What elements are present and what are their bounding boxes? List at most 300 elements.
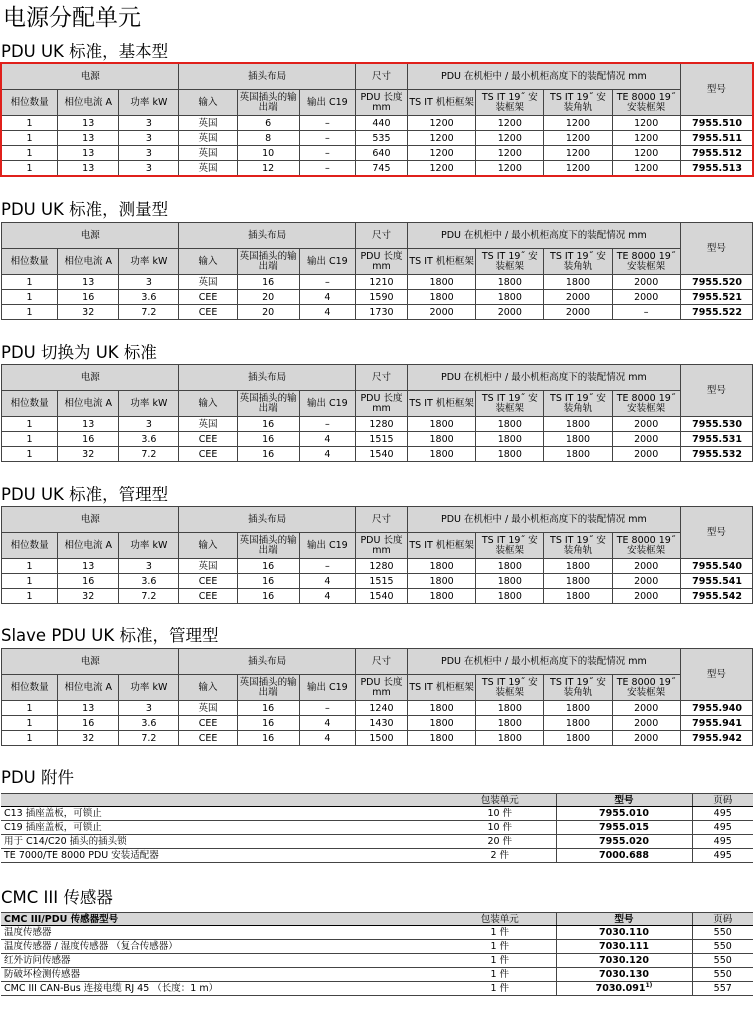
header-socket-layout: 插头布局: [179, 64, 355, 90]
header-model: 型号: [556, 913, 692, 926]
header-model: 型号: [680, 223, 752, 275]
table-cell: 1200: [408, 161, 476, 176]
header-power-kw: 功率 kW: [119, 533, 179, 559]
table-cell: CEE: [179, 716, 237, 731]
table-cell: 32: [58, 589, 119, 604]
table-cell: 1800: [408, 559, 476, 574]
table-cell: 550: [692, 940, 753, 954]
header-pdu-length: PDU 长度 mm: [355, 391, 407, 417]
table-cell: 英国: [179, 161, 237, 176]
section-title: PDU 附件: [1, 768, 74, 787]
header-power-kw: 功率 kW: [119, 391, 179, 417]
table-cell: 1200: [612, 146, 680, 161]
header-input: 输入: [179, 533, 237, 559]
table-cell: 2000: [612, 701, 680, 716]
table-cell: 10 件: [444, 821, 556, 835]
model-number: 7955.510: [680, 116, 752, 131]
table-cell: 2000: [612, 275, 680, 290]
header-socket-layout: 插头布局: [179, 365, 355, 391]
table-cell: –: [299, 417, 355, 432]
table-cell: 557: [692, 982, 753, 996]
model-number: 7955.542: [680, 589, 752, 604]
table-row: [2, 116, 753, 131]
table-cell: 1800: [544, 447, 612, 462]
section-title: PDU UK 标准，基本型: [1, 42, 169, 61]
table-cell: TE 7000/TE 8000 PDU 安装适配器: [1, 849, 444, 863]
table-cell: 1: [2, 290, 58, 305]
table-row: [2, 161, 753, 176]
table-cell: 4: [299, 290, 355, 305]
table-cell: 535: [355, 131, 407, 146]
header-fit: PDU 在机柜中 / 最小机柜高度下的装配情况 mm: [408, 507, 681, 533]
header-pdu-length: PDU 长度 mm: [355, 675, 407, 701]
table-cell: 2000: [612, 290, 680, 305]
table-cell: 1: [2, 275, 58, 290]
table-cell: 550: [692, 926, 753, 940]
table-row: [2, 275, 753, 290]
table-cell: 1: [2, 417, 58, 432]
header-ts-it-19-frame: TS IT 19˝ 安装框架: [476, 675, 544, 701]
table-cell: CEE: [179, 574, 237, 589]
model-number: 7955.511: [680, 131, 752, 146]
table-cell: 32: [58, 447, 119, 462]
table-cell: 13: [58, 116, 119, 131]
table-cell: 13: [58, 417, 119, 432]
model-number: 7955.512: [680, 146, 752, 161]
table-row: [2, 559, 753, 574]
table-cell: CEE: [179, 290, 237, 305]
table-cell: 1800: [544, 275, 612, 290]
header-c19-outputs: 输出 C19: [299, 675, 355, 701]
table-cell: 2000: [612, 716, 680, 731]
table-cell: 1800: [476, 290, 544, 305]
header-ts-it-frame: TS IT 机柜框架: [408, 391, 476, 417]
table-cell: 防破坏检测传感器: [1, 968, 444, 982]
table-cell: 16: [237, 574, 299, 589]
table-cell: 1540: [355, 589, 407, 604]
table-cell: 495: [692, 835, 753, 849]
table-cell: CEE: [179, 432, 237, 447]
table-cell: 20 件: [444, 835, 556, 849]
header-size: 尺寸: [355, 649, 407, 675]
table-cell: 16: [58, 432, 119, 447]
table-cell: 3.6: [119, 716, 179, 731]
header-phase-current: 相位电流 A: [58, 249, 119, 275]
table-row: [2, 447, 753, 462]
model-number: 7955.521: [680, 290, 752, 305]
header-ts-it-19-rail: TS IT 19˝ 安装角轨: [544, 391, 612, 417]
table-cell: 8: [237, 131, 299, 146]
section-title: PDU 切换为 UK 标准: [1, 343, 157, 362]
table-cell: 3: [119, 161, 179, 176]
table-cell: 10 件: [444, 807, 556, 821]
header-ts-it-19-rail: TS IT 19˝ 安装角轨: [544, 90, 612, 116]
table-cell: 1540: [355, 447, 407, 462]
table-cell: 32: [58, 731, 119, 746]
table-cell: 英国: [179, 146, 237, 161]
table-cell: 13: [58, 131, 119, 146]
header-pdu-length: PDU 长度 mm: [355, 533, 407, 559]
table-cell: 495: [692, 849, 753, 863]
header-te8000-frame: TE 8000 19˝ 安装框架: [612, 90, 680, 116]
table-cell: 1280: [355, 417, 407, 432]
header-model: 型号: [680, 649, 752, 701]
table-cell: 英国: [179, 116, 237, 131]
header-power-kw: 功率 kW: [119, 675, 179, 701]
model-number: 7955.513: [680, 161, 752, 176]
header-c19-outputs: 输出 C19: [299, 249, 355, 275]
model-number: 7955.541: [680, 574, 752, 589]
table-row: [1, 926, 753, 940]
table-cell: 20: [237, 290, 299, 305]
table-cell: 1 件: [444, 968, 556, 982]
header-phase-count: 相位数量: [2, 675, 58, 701]
table-cell: 3.6: [119, 432, 179, 447]
section-title: PDU UK 标准，管理型: [1, 485, 169, 504]
table-row: [1, 982, 753, 996]
table-cell: 2000: [612, 559, 680, 574]
table-cell: 2000: [476, 305, 544, 320]
table-cell: 1515: [355, 574, 407, 589]
table-cell: 16: [237, 275, 299, 290]
model-number: 7955.940: [680, 701, 752, 716]
table-row: [2, 417, 753, 432]
header-pdu-length: PDU 长度 mm: [355, 249, 407, 275]
table-cell: 1800: [544, 559, 612, 574]
table-cell: 4: [299, 589, 355, 604]
model-number: 7955.015: [556, 821, 692, 835]
table-cell: C13 插座盖板，可锁止: [1, 807, 444, 821]
header-power-kw: 功率 kW: [119, 90, 179, 116]
table-cell: 1800: [544, 417, 612, 432]
table-cell: 1800: [408, 290, 476, 305]
header-ts-it-frame: TS IT 机柜框架: [408, 90, 476, 116]
table-cell: CEE: [179, 589, 237, 604]
pdu-table: [1, 648, 753, 746]
table-cell: 1800: [476, 432, 544, 447]
header-uk-outputs: 英国插头的输出端: [237, 391, 299, 417]
table-cell: 640: [355, 146, 407, 161]
table-cell: 1: [2, 559, 58, 574]
header-first: CMC III/PDU 传感器型号: [1, 913, 444, 926]
table-cell: 440: [355, 116, 407, 131]
table-cell: 1800: [476, 701, 544, 716]
header-unit: 包装单元: [444, 794, 556, 807]
model-number: 7955.532: [680, 447, 752, 462]
table-cell: 1800: [476, 716, 544, 731]
table-cell: 745: [355, 161, 407, 176]
table-cell: 1200: [544, 161, 612, 176]
table-cell: 1800: [408, 432, 476, 447]
table-row: [2, 290, 753, 305]
table-cell: 7.2: [119, 589, 179, 604]
table-row: [2, 574, 753, 589]
header-phase-count: 相位数量: [2, 391, 58, 417]
model-number: 7030.130: [556, 968, 692, 982]
table-cell: 1800: [476, 417, 544, 432]
header-ts-it-19-rail: TS IT 19˝ 安装角轨: [544, 675, 612, 701]
table-cell: 16: [237, 731, 299, 746]
table-cell: 英国: [179, 701, 237, 716]
header-uk-outputs: 英国插头的输出端: [237, 675, 299, 701]
model-number: 7000.688: [556, 849, 692, 863]
table-cell: 3.6: [119, 290, 179, 305]
table-cell: CEE: [179, 305, 237, 320]
header-uk-outputs: 英国插头的输出端: [237, 90, 299, 116]
table-cell: 1: [2, 716, 58, 731]
model-number: 7955.941: [680, 716, 752, 731]
footnote-mark: 1): [645, 981, 653, 989]
pdu-table: [1, 63, 753, 176]
model-number: 7955.522: [680, 305, 752, 320]
header-phase-current: 相位电流 A: [58, 391, 119, 417]
section-title: Slave PDU UK 标准，管理型: [1, 626, 219, 645]
header-phase-count: 相位数量: [2, 533, 58, 559]
table-cell: 4: [299, 432, 355, 447]
table-cell: CEE: [179, 447, 237, 462]
model-number: 7955.520: [680, 275, 752, 290]
table-cell: 1800: [408, 716, 476, 731]
table-cell: 16: [58, 716, 119, 731]
page-title: 电源分配单元: [3, 5, 141, 31]
header-te8000-frame: TE 8000 19˝ 安装框架: [612, 533, 680, 559]
table-cell: 1800: [408, 275, 476, 290]
table-cell: 1200: [408, 131, 476, 146]
table-row: [2, 701, 753, 716]
table-cell: 13: [58, 701, 119, 716]
header-first: [1, 794, 444, 807]
table-cell: 1800: [476, 731, 544, 746]
table-cell: 1: [2, 305, 58, 320]
header-page: 页码: [692, 794, 753, 807]
table-cell: 16: [237, 559, 299, 574]
table-cell: 1: [2, 701, 58, 716]
table-cell: 495: [692, 821, 753, 835]
table-cell: 550: [692, 954, 753, 968]
table-cell: –: [299, 146, 355, 161]
header-phase-count: 相位数量: [2, 249, 58, 275]
table-cell: 2000: [408, 305, 476, 320]
table-cell: 2000: [612, 447, 680, 462]
header-phase-current: 相位电流 A: [58, 675, 119, 701]
table-cell: 16: [237, 447, 299, 462]
table-cell: 13: [58, 275, 119, 290]
table-cell: 4: [299, 447, 355, 462]
header-fit: PDU 在机柜中 / 最小机柜高度下的装配情况 mm: [408, 365, 681, 391]
header-unit: 包装单元: [444, 913, 556, 926]
table-row: [1, 968, 753, 982]
table-cell: 1: [2, 574, 58, 589]
header-page: 页码: [692, 913, 753, 926]
model-number: [556, 982, 692, 996]
table-cell: 1 件: [444, 954, 556, 968]
table-cell: 2000: [612, 574, 680, 589]
header-power: 电源: [2, 649, 179, 675]
table-cell: 13: [58, 146, 119, 161]
table-cell: 495: [692, 807, 753, 821]
table-cell: 1200: [612, 116, 680, 131]
table-cell: 32: [58, 305, 119, 320]
table-cell: C19 插座盖板，可锁止: [1, 821, 444, 835]
table-cell: 1590: [355, 290, 407, 305]
table-row: [2, 731, 753, 746]
header-size: 尺寸: [355, 507, 407, 533]
table-cell: 10: [237, 146, 299, 161]
header-fit: PDU 在机柜中 / 最小机柜高度下的装配情况 mm: [408, 649, 681, 675]
header-uk-outputs: 英国插头的输出端: [237, 533, 299, 559]
table-cell: 3.6: [119, 574, 179, 589]
header-te8000-frame: TE 8000 19˝ 安装框架: [612, 675, 680, 701]
header-ts-it-19-rail: TS IT 19˝ 安装角轨: [544, 533, 612, 559]
header-te8000-frame: TE 8000 19˝ 安装框架: [612, 249, 680, 275]
table-cell: 1800: [408, 447, 476, 462]
header-power: 电源: [2, 365, 179, 391]
header-power-kw: 功率 kW: [119, 249, 179, 275]
table-cell: 4: [299, 731, 355, 746]
model-number: 7955.530: [680, 417, 752, 432]
table-cell: 1430: [355, 716, 407, 731]
model-number: 7955.531: [680, 432, 752, 447]
table-cell: 1 件: [444, 926, 556, 940]
table-row: [2, 146, 753, 161]
table-cell: 12: [237, 161, 299, 176]
table-cell: 1800: [408, 731, 476, 746]
header-power: 电源: [2, 507, 179, 533]
table-cell: 3: [119, 417, 179, 432]
table-cell: –: [299, 701, 355, 716]
table-cell: 1: [2, 589, 58, 604]
table-cell: 3: [119, 146, 179, 161]
table-cell: 3: [119, 701, 179, 716]
header-uk-outputs: 英国插头的输出端: [237, 249, 299, 275]
header-ts-it-frame: TS IT 机柜框架: [408, 675, 476, 701]
table-cell: 16: [237, 589, 299, 604]
table-row: [2, 716, 753, 731]
model-number: 7955.540: [680, 559, 752, 574]
header-socket-layout: 插头布局: [179, 649, 355, 675]
header-model: 型号: [680, 64, 752, 116]
table-row: [1, 835, 753, 849]
header-model: 型号: [680, 507, 752, 559]
table-cell: 1240: [355, 701, 407, 716]
table-cell: 1 件: [444, 940, 556, 954]
table-cell: 7.2: [119, 305, 179, 320]
table-cell: 4: [299, 574, 355, 589]
table-cell: 1: [2, 116, 58, 131]
table-cell: 1800: [476, 589, 544, 604]
table-cell: 2 件: [444, 849, 556, 863]
table-cell: –: [299, 116, 355, 131]
table-cell: 1200: [544, 116, 612, 131]
accessories-table: [1, 793, 753, 863]
model-number: 7030.120: [556, 954, 692, 968]
header-phase-current: 相位电流 A: [58, 90, 119, 116]
table-cell: 4: [299, 716, 355, 731]
table-cell: 1: [2, 131, 58, 146]
model-number: 7030.111: [556, 940, 692, 954]
table-row: [2, 131, 753, 146]
section-title: PDU UK 标准，测量型: [1, 200, 169, 219]
table-cell: 1200: [544, 131, 612, 146]
table-cell: 1200: [476, 161, 544, 176]
table-cell: –: [299, 559, 355, 574]
table-cell: 1 件: [444, 982, 556, 996]
header-c19-outputs: 输出 C19: [299, 90, 355, 116]
header-input: 输入: [179, 90, 237, 116]
table-row: [1, 849, 753, 863]
table-row: [2, 589, 753, 604]
table-cell: 1200: [612, 131, 680, 146]
table-cell: –: [299, 131, 355, 146]
model-number: 7955.010: [556, 807, 692, 821]
table-cell: 1800: [476, 447, 544, 462]
table-cell: 13: [58, 161, 119, 176]
table-cell: 1730: [355, 305, 407, 320]
header-fit: PDU 在机柜中 / 最小机柜高度下的装配情况 mm: [408, 223, 681, 249]
sensors-table: [1, 912, 753, 996]
table-cell: 1800: [544, 716, 612, 731]
header-pdu-length: PDU 长度 mm: [355, 90, 407, 116]
header-input: 输入: [179, 391, 237, 417]
table-cell: 3: [119, 559, 179, 574]
header-size: 尺寸: [355, 365, 407, 391]
table-cell: 1: [2, 731, 58, 746]
table-cell: 16: [58, 290, 119, 305]
table-row: [1, 807, 753, 821]
header-input: 输入: [179, 249, 237, 275]
table-cell: 英国: [179, 559, 237, 574]
table-cell: 2000: [612, 417, 680, 432]
table-cell: 550: [692, 968, 753, 982]
table-cell: 1800: [476, 574, 544, 589]
table-cell: 3: [119, 116, 179, 131]
table-cell: 1: [2, 146, 58, 161]
header-input: 输入: [179, 675, 237, 701]
header-ts-it-19-frame: TS IT 19˝ 安装框架: [476, 391, 544, 417]
table-cell: 1515: [355, 432, 407, 447]
table-cell: 温度传感器: [1, 926, 444, 940]
table-cell: 红外访问传感器: [1, 954, 444, 968]
table-row: [1, 940, 753, 954]
table-cell: 1200: [476, 146, 544, 161]
table-row: [1, 954, 753, 968]
header-size: 尺寸: [355, 64, 407, 90]
header-power: 电源: [2, 64, 179, 90]
header-ts-it-19-frame: TS IT 19˝ 安装框架: [476, 533, 544, 559]
table-cell: 1800: [408, 417, 476, 432]
header-ts-it-19-rail: TS IT 19˝ 安装角轨: [544, 249, 612, 275]
table-cell: 4: [299, 305, 355, 320]
header-power: 电源: [2, 223, 179, 249]
header-ts-it-19-frame: TS IT 19˝ 安装框架: [476, 90, 544, 116]
header-socket-layout: 插头布局: [179, 223, 355, 249]
header-ts-it-frame: TS IT 机柜框架: [408, 533, 476, 559]
table-cell: 7.2: [119, 731, 179, 746]
table-cell: 2000: [612, 731, 680, 746]
table-cell: CMC III CAN-Bus 连接电缆 RJ 45 （长度：1 m）: [1, 982, 444, 996]
header-phase-current: 相位电流 A: [58, 533, 119, 559]
table-cell: 1500: [355, 731, 407, 746]
section-title: CMC III 传感器: [1, 888, 113, 907]
table-cell: 3: [119, 131, 179, 146]
table-cell: 1800: [408, 701, 476, 716]
table-cell: 3: [119, 275, 179, 290]
table-row: [2, 432, 753, 447]
table-row: [2, 305, 753, 320]
header-ts-it-frame: TS IT 机柜框架: [408, 249, 476, 275]
header-phase-count: 相位数量: [2, 90, 58, 116]
table-cell: 1800: [408, 574, 476, 589]
